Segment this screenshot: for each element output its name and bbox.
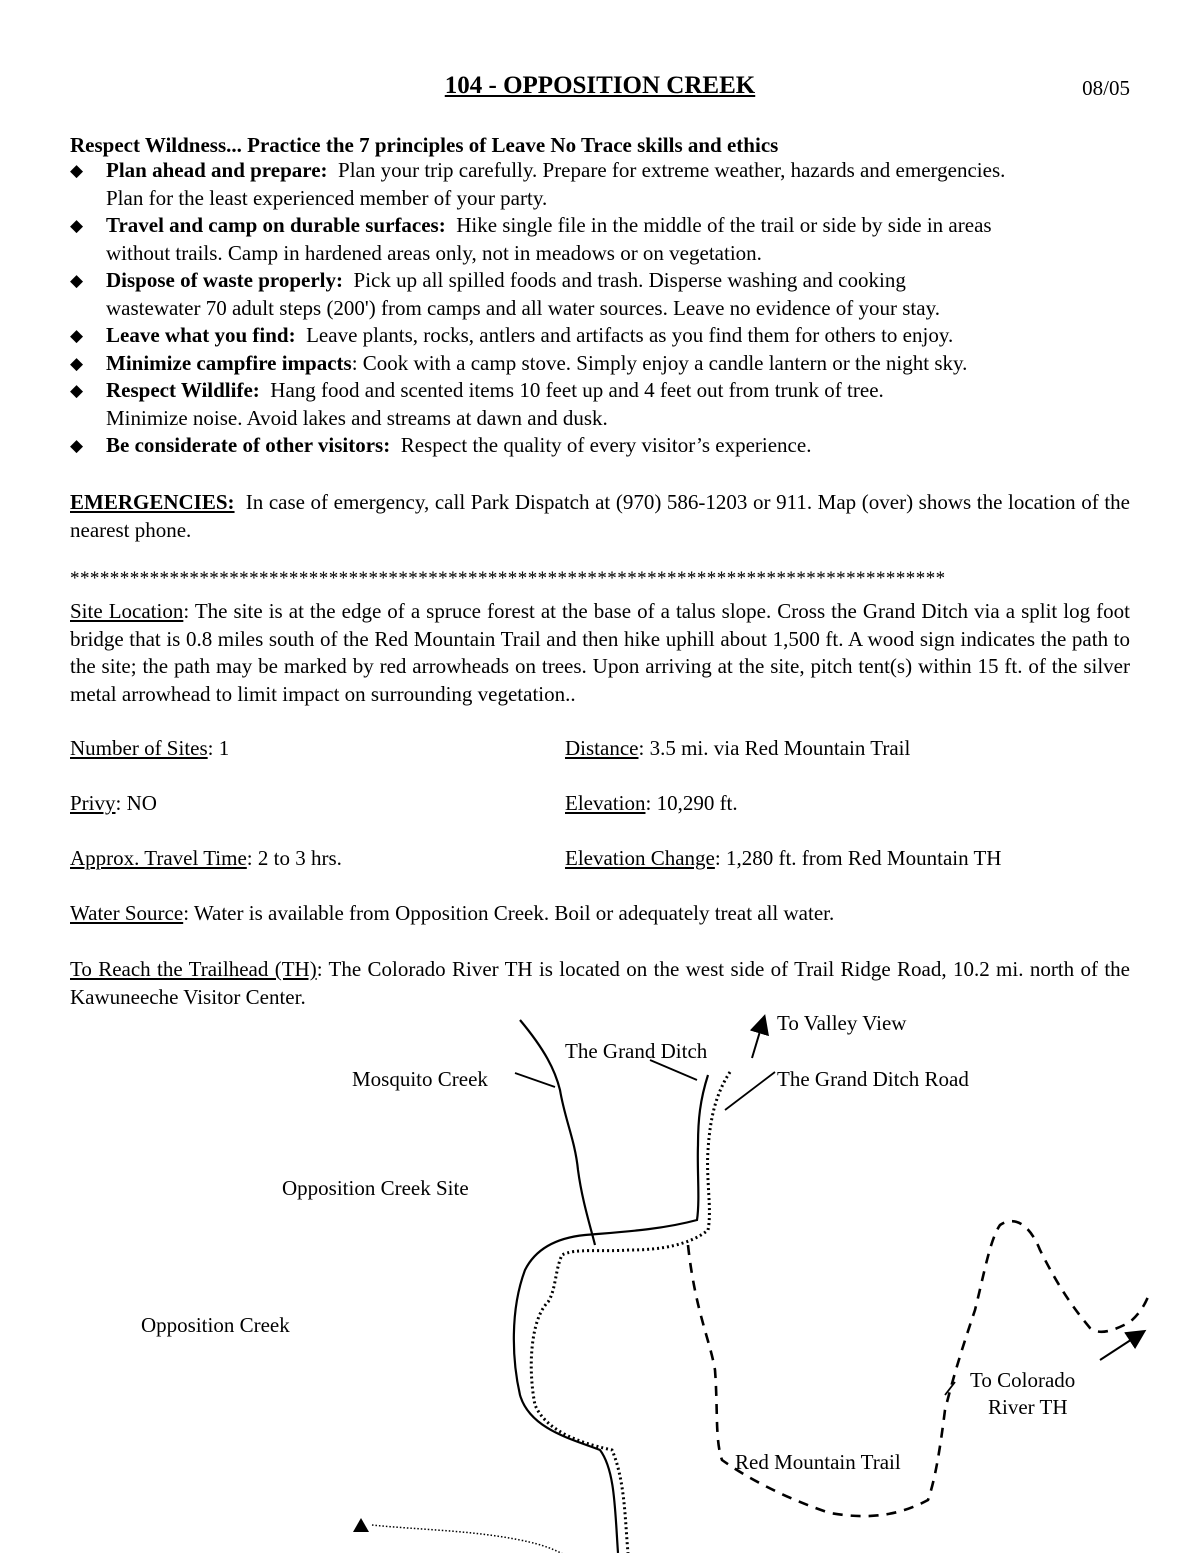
diamond-bullet-icon: ◆ xyxy=(70,271,84,290)
diamond-bullet-icon: ◆ xyxy=(70,436,84,455)
emergencies-paragraph xyxy=(70,489,1130,544)
colorado-river-arrow-icon xyxy=(1100,1332,1143,1360)
diamond-bullet-icon: ◆ xyxy=(70,326,84,345)
lnt-principle xyxy=(70,350,1140,378)
site-location-text: : The site is at the edge of a spruce forest at the base of a talus slope. Cross the Grand Ditch via a split log foot bridge that is 0.8 miles south of the Red Mountain Trail and then hike uphill about 1,500 ft. A wood sign indicates the path to the site; the path may be marked by red arrowheads on trees. Upon arriving at the site, pitch tent(s) within 15 ft. of the silver metal arrowhead to limit impact on surrounding vegetation.. xyxy=(70,599,1130,706)
principle-name: Respect Wildlife: xyxy=(106,378,260,402)
field-value: : 2 to 3 hrs. xyxy=(246,846,342,870)
principle-text: Hang food and scented items 10 feet up and 4 feet out from trunk of tree. xyxy=(270,378,884,402)
trailhead-paragraph xyxy=(70,956,1130,1011)
field-value: : 1 xyxy=(207,736,230,760)
lnt-principle xyxy=(70,322,1140,350)
map-label-grand-ditch-road: The Grand Ditch Road xyxy=(777,1067,969,1091)
grand-ditch-road-line xyxy=(531,1072,730,1553)
principle-continuation: Plan for the least experienced member of your party. xyxy=(106,185,548,210)
principle-name: Plan ahead and prepare: xyxy=(106,158,328,182)
page-title: 104 - OPPOSITION CREEK xyxy=(444,72,756,99)
lnt-principle xyxy=(70,212,1140,267)
field-label: Elevation Change xyxy=(565,846,715,870)
map-label-red-mountain-trail: Red Mountain Trail xyxy=(735,1450,901,1474)
lnt-principle xyxy=(70,432,1140,460)
elevation-change xyxy=(565,846,1001,871)
grand-ditch-leader xyxy=(650,1060,697,1080)
field-label: Elevation xyxy=(565,791,646,815)
distance xyxy=(565,736,910,761)
lnt-principle xyxy=(70,157,1140,212)
principle-text: Hike single file in the middle of the trail or side by side in areas xyxy=(456,213,992,237)
field-label: Approx. Travel Time xyxy=(70,846,247,870)
principle-text: : Cook with a camp stove. Simply enjoy a candle lantern or the night sky. xyxy=(351,350,968,375)
field-label: Privy xyxy=(70,791,116,815)
map-label-mosquito-creek: Mosquito Creek xyxy=(352,1067,488,1091)
map-label-valley-view: To Valley View xyxy=(777,1011,907,1035)
field-value: : 10,290 ft. xyxy=(645,791,738,815)
grand-ditch-road-leader xyxy=(725,1072,775,1110)
separator: **************************************************************************************** xyxy=(70,568,946,589)
mosquito-creek-leader xyxy=(515,1073,555,1087)
revision-date: 08/05 xyxy=(1082,76,1130,100)
trail-map xyxy=(0,1010,1200,1553)
principle-name: Dispose of waste properly: xyxy=(106,268,344,292)
principle-continuation: wastewater 70 adult steps (200') from camps and all water sources. Leave no evidence of your stay. xyxy=(106,295,940,320)
number-of-sites xyxy=(70,736,229,761)
lnt-principles-list xyxy=(70,157,1140,460)
water-source-label: Water Source xyxy=(70,901,184,925)
valley-view-arrow-icon xyxy=(752,1018,764,1058)
grand-ditch-line xyxy=(514,1075,708,1553)
field-value: : 3.5 mi. via Red Mountain Trail xyxy=(638,736,911,760)
elevation xyxy=(565,791,738,816)
emergencies-label: EMERGENCIES: xyxy=(70,490,235,514)
emergencies-text: In case of emergency, call Park Dispatch at (970) 586-1203 or 911. Map (over) shows the location of the nearest phone. xyxy=(70,490,1131,542)
water-source-text: : Water is available from Opposition Creek. Boil or adequately treat all water. xyxy=(183,901,835,925)
field-label: Distance xyxy=(565,736,639,760)
field-value: : 1,280 ft. from Red Mountain TH xyxy=(714,846,1002,870)
diamond-bullet-icon: ◆ xyxy=(70,216,84,235)
water-source xyxy=(70,901,834,926)
trailhead-text: : The Colorado River TH is located on the west side of Trail Ridge Road, 10.2 mi. north of the Kawuneeche Visitor Center. xyxy=(70,957,1130,1009)
map-label-site: Opposition Creek Site xyxy=(282,1176,469,1200)
principle-name: Travel and camp on durable surfaces: xyxy=(106,213,446,237)
principle-name: Leave what you find: xyxy=(106,323,296,347)
lnt-heading: Respect Wildness... Practice the 7 principles of Leave No Trace skills and ethics xyxy=(70,133,779,157)
lnt-principle xyxy=(70,377,1140,432)
trailhead-label: To Reach the Trailhead (TH) xyxy=(70,957,317,981)
site-location-label: Site Location xyxy=(70,599,184,623)
diamond-bullet-icon: ◆ xyxy=(70,161,84,180)
map-label-colorado-river-1: To Colorado xyxy=(970,1368,1076,1392)
principle-text: Respect the quality of every visitor’s experience. xyxy=(400,433,812,457)
principle-name: Minimize campfire impacts xyxy=(106,350,352,375)
campsite-triangle-icon xyxy=(353,1518,369,1532)
principle-name: Be considerate of other visitors: xyxy=(106,433,391,457)
privy xyxy=(70,791,157,816)
field-label: Number of Sites xyxy=(70,736,208,760)
site-spur-trail xyxy=(372,1525,565,1553)
map-label-grand-ditch: The Grand Ditch xyxy=(565,1039,708,1063)
principle-continuation: without trails. Camp in hardened areas only, not in meadows or on vegetation. xyxy=(106,240,762,265)
field-value: : NO xyxy=(115,791,157,815)
principle-text: Pick up all spilled foods and trash. Disperse washing and cooking xyxy=(353,268,906,292)
diamond-bullet-icon: ◆ xyxy=(70,381,84,400)
diamond-bullet-icon: ◆ xyxy=(70,353,84,373)
principle-continuation: Minimize noise. Avoid lakes and streams at dawn and dusk. xyxy=(106,405,608,430)
map-label-colorado-river-2: River TH xyxy=(988,1395,1068,1419)
lnt-principle xyxy=(70,267,1140,322)
map-label-opposition-creek: Opposition Creek xyxy=(141,1313,290,1337)
travel-time xyxy=(70,846,342,871)
site-location-paragraph xyxy=(70,598,1130,708)
principle-text: Plan your trip carefully. Prepare for extreme weather, hazards and emergencies. xyxy=(338,158,1006,182)
principle-text: Leave plants, rocks, antlers and artifacts as you find them for others to enjoy. xyxy=(306,323,954,347)
